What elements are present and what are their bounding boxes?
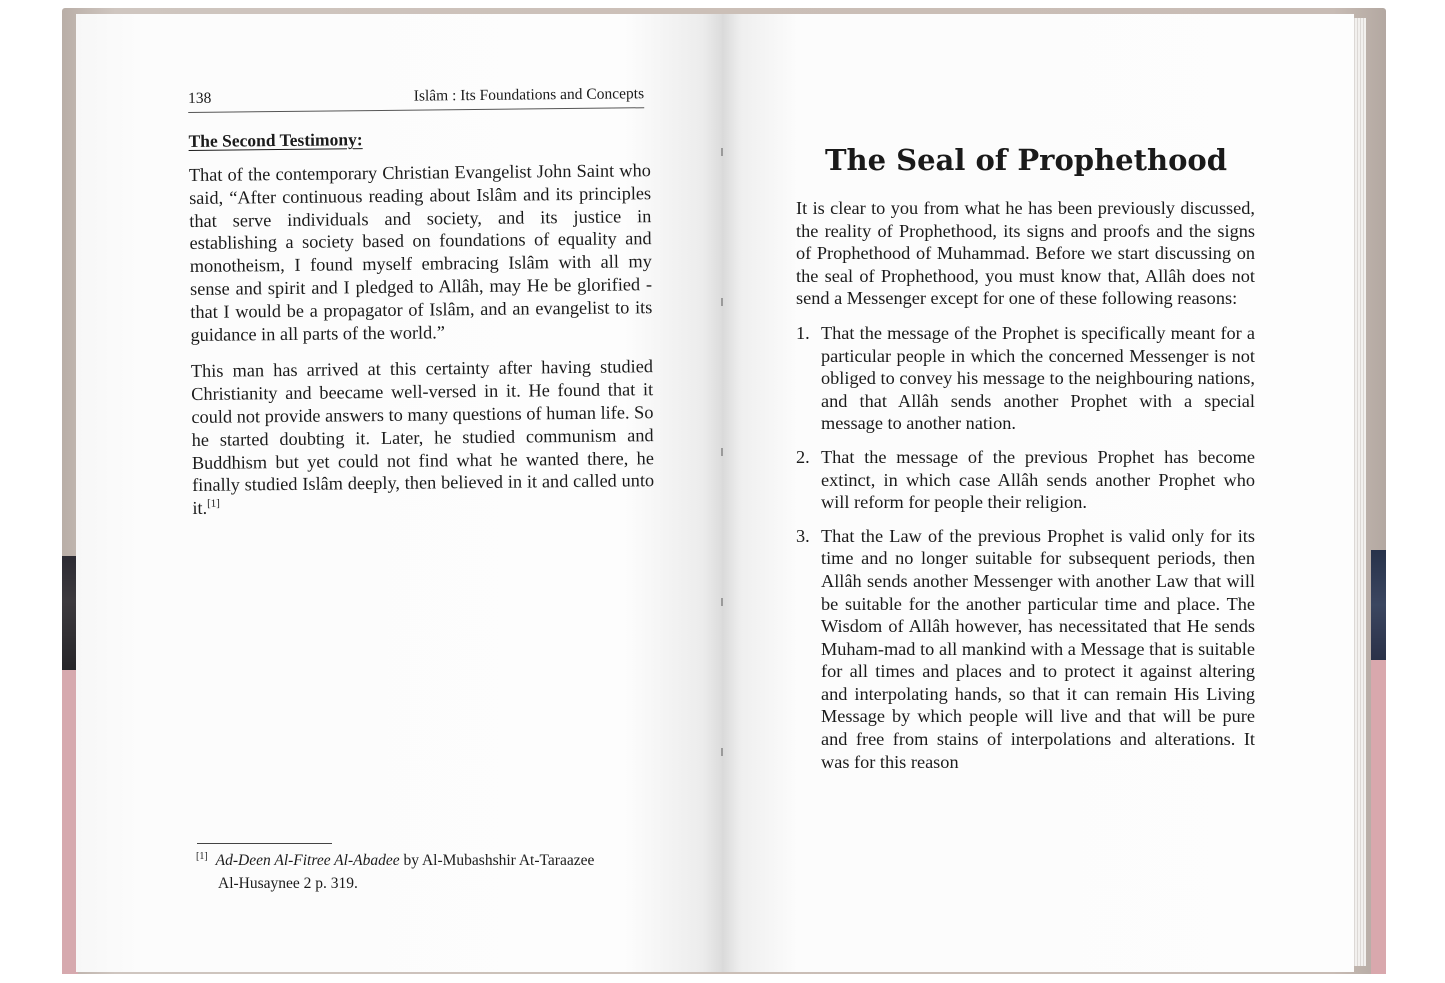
paragraph-text: This man has arrived at this certainty after having studied Christianity and beecame well-versed in it. He found that it could not provide answers to many questions of human life. So he started doubting it. Later, he studied communism and Buddhism but yet could not find what he wanted there, he finally studied Islâm deeply, then believed in it and called unto it. [190,356,655,519]
footnote [196,846,656,895]
chapter-title: The Seal of Prophethood [824,143,1228,177]
reasons-list [796,322,1255,773]
binding-thread [721,298,723,306]
right-page-content [796,197,1255,784]
cover-edge-right [1371,660,1386,974]
list-number: 3. [796,525,810,546]
list-item [796,446,1255,514]
footnote-reference[interactable]: [1] [207,497,220,510]
running-head-title: Islâm : Its Foundations and Concepts [413,85,645,105]
binding-thread [721,748,723,756]
list-text: That the Law of the previous Prophet is valid only for its time and no longer suitable for subsequent periods, then Allâh sends another Messenger with another Law that will be suitable for the another particular time and place. The Wisdom of Allâh however, has necessitated that He sends Muham-mad to all mankind with a Message that is suitable for all times and places and to protect it against altering and interpolating hands, so that it can remain His Living Message by which people will live and that will be pure and free from stains of interpolations and alterations. It was for this reason [821,525,1255,772]
footnote-source-detail: Al-Husaynee 2 p. 319. [218,874,358,892]
list-item [796,322,1255,435]
running-head [188,85,644,113]
paragraph [191,356,655,520]
paragraph: That of the contemporary Christian Evangelist John Saint who said, “After continuous reading about Islâm and its principles that serve individuals and society, and its justice in establishing a society based on foundations of equality and monotheism, I found myself embracing Islâm with all my sense and spirit and I pledged to Allâh, may He be glorified - that I would be a propagator of Islâm, and an evangelist to its guidance in all parts of the world.” [188,160,653,345]
list-number: 2. [796,446,810,467]
list-number: 1. [796,322,810,343]
footnote-marker: [1] [196,851,208,862]
footnote-source-author: by Al-Mubashshir At-Taraazee [399,852,595,870]
binding-thread [721,448,723,456]
section-title: The Second Testimony: [188,129,363,151]
list-text: That the message of the Prophet is specifically meant for a particular people in which the concerned Messenger is not obliged to convey his message to the neighbouring nations, and that Allâh sends another Prophet with a special message to another nation. [821,322,1255,434]
intro-paragraph: It is clear to you from what he has been previously discussed, the reality of Prophethood, its signs and proofs and the signs of Prophethood of Muhammad. Before we start discussing on the seal of Prophethood, you must know that, Allâh does not send a Messenger except for one of these following reasons: [796,198,1255,309]
page-stack-edge [1352,18,1366,966]
footnote-source-title: Ad-Deen Al-Fitree Al-Abadee [215,852,400,870]
list-text: That the message of the previous Prophet has become extinct, in which case Allâh sends another Prophet who will reform for people their religion. [821,446,1255,513]
footnote-divider [197,843,332,844]
binding-thread [721,148,723,156]
left-page-content [188,85,654,520]
list-item [796,525,1255,774]
cover-pattern-band-right [1371,550,1386,660]
binding-thread [721,598,723,606]
page-number: 138 [188,89,212,107]
